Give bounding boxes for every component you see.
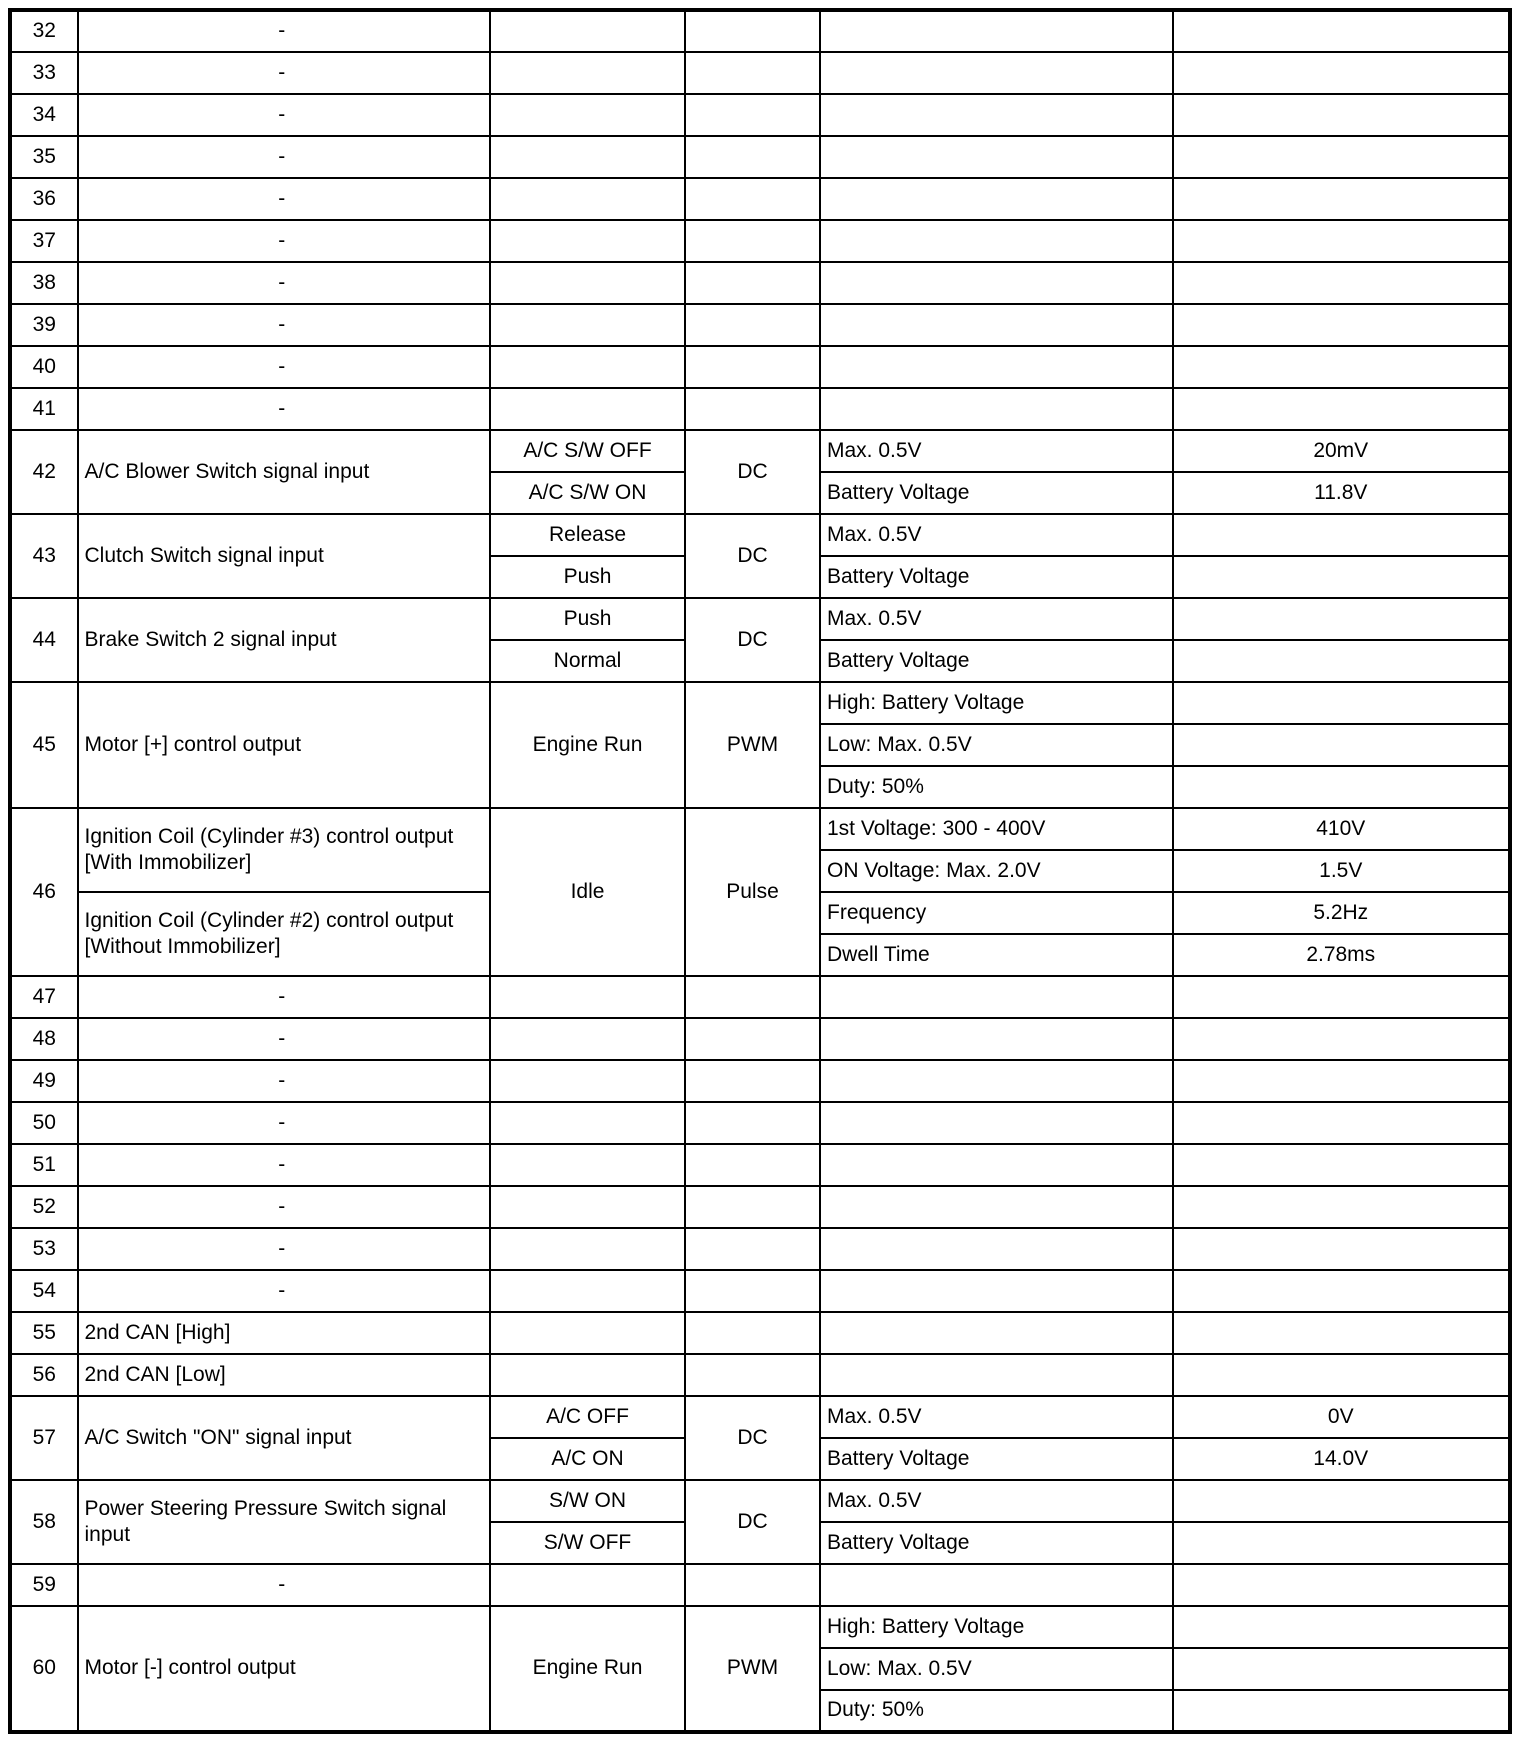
description-cell: - bbox=[78, 388, 491, 430]
description-cell: - bbox=[78, 1144, 491, 1186]
signal-type-cell: DC bbox=[685, 430, 820, 514]
table-row bbox=[10, 430, 1510, 472]
table-row bbox=[10, 220, 1510, 262]
signal-type-cell bbox=[685, 1564, 820, 1606]
specification-cell: Duty: 50% bbox=[820, 766, 1173, 808]
table-row bbox=[10, 1564, 1510, 1606]
signal-type-cell bbox=[685, 178, 820, 220]
condition-cell bbox=[490, 1186, 685, 1228]
pin-number-cell: 35 bbox=[10, 136, 78, 178]
description-cell: Motor [+] control output bbox=[78, 682, 491, 808]
description-cell: Power Steering Pressure Switch signal input bbox=[78, 1480, 491, 1564]
pin-number-cell: 33 bbox=[10, 52, 78, 94]
signal-type-cell: Pulse bbox=[685, 808, 820, 976]
pin-number-cell: 41 bbox=[10, 388, 78, 430]
pin-number-cell: 34 bbox=[10, 94, 78, 136]
specification-cell bbox=[820, 1144, 1173, 1186]
pin-table-body bbox=[10, 10, 1510, 1732]
condition-cell: Push bbox=[490, 556, 685, 598]
pin-number-cell: 50 bbox=[10, 1102, 78, 1144]
condition-cell bbox=[490, 1144, 685, 1186]
condition-cell: A/C S/W ON bbox=[490, 472, 685, 514]
specification-cell bbox=[820, 1228, 1173, 1270]
description-cell: Ignition Coil (Cylinder #2) control output [Without Immobilizer] bbox=[78, 892, 491, 976]
description-cell: 2nd CAN [High] bbox=[78, 1312, 491, 1354]
signal-type-cell bbox=[685, 1312, 820, 1354]
measured-value-cell bbox=[1173, 1606, 1511, 1648]
pin-number-cell: 39 bbox=[10, 304, 78, 346]
measured-value-cell: 2.78ms bbox=[1173, 934, 1511, 976]
table-row bbox=[10, 976, 1510, 1018]
condition-cell bbox=[490, 1354, 685, 1396]
pin-number-cell: 47 bbox=[10, 976, 78, 1018]
measured-value-cell bbox=[1173, 1144, 1511, 1186]
pin-number-cell: 46 bbox=[10, 808, 78, 976]
table-row bbox=[10, 682, 1510, 724]
pin-number-cell: 49 bbox=[10, 1060, 78, 1102]
condition-cell bbox=[490, 1312, 685, 1354]
specification-cell: Battery Voltage bbox=[820, 640, 1173, 682]
measured-value-cell bbox=[1173, 976, 1511, 1018]
measured-value-cell bbox=[1173, 94, 1511, 136]
pin-number-cell: 37 bbox=[10, 220, 78, 262]
condition-cell bbox=[490, 976, 685, 1018]
condition-cell bbox=[490, 304, 685, 346]
measured-value-cell: 0V bbox=[1173, 1396, 1511, 1438]
specification-cell bbox=[820, 1270, 1173, 1312]
table-row bbox=[10, 1396, 1510, 1438]
table-row bbox=[10, 94, 1510, 136]
condition-cell bbox=[490, 1060, 685, 1102]
signal-type-cell bbox=[685, 1354, 820, 1396]
pin-number-cell: 32 bbox=[10, 10, 78, 52]
measured-value-cell bbox=[1173, 52, 1511, 94]
specification-cell bbox=[820, 388, 1173, 430]
specification-cell bbox=[820, 10, 1173, 52]
measured-value-cell bbox=[1173, 682, 1511, 724]
pin-number-cell: 58 bbox=[10, 1480, 78, 1564]
pin-number-cell: 59 bbox=[10, 1564, 78, 1606]
condition-cell: A/C S/W OFF bbox=[490, 430, 685, 472]
table-row bbox=[10, 514, 1510, 556]
description-cell: - bbox=[78, 220, 491, 262]
table-row bbox=[10, 1606, 1510, 1648]
specification-cell: Battery Voltage bbox=[820, 1438, 1173, 1480]
description-cell: - bbox=[78, 52, 491, 94]
measured-value-cell bbox=[1173, 304, 1511, 346]
measured-value-cell bbox=[1173, 262, 1511, 304]
measured-value-cell bbox=[1173, 1018, 1511, 1060]
condition-cell bbox=[490, 136, 685, 178]
measured-value-cell bbox=[1173, 178, 1511, 220]
condition-cell bbox=[490, 1102, 685, 1144]
table-row bbox=[10, 1354, 1510, 1396]
measured-value-cell bbox=[1173, 1522, 1511, 1564]
specification-cell bbox=[820, 262, 1173, 304]
signal-type-cell bbox=[685, 304, 820, 346]
description-cell: Brake Switch 2 signal input bbox=[78, 598, 491, 682]
specification-cell: Duty: 50% bbox=[820, 1690, 1173, 1732]
signal-type-cell bbox=[685, 262, 820, 304]
specification-cell: Battery Voltage bbox=[820, 472, 1173, 514]
measured-value-cell bbox=[1173, 388, 1511, 430]
condition-cell bbox=[490, 220, 685, 262]
condition-cell bbox=[490, 346, 685, 388]
signal-type-cell bbox=[685, 1228, 820, 1270]
specification-cell: Max. 0.5V bbox=[820, 1480, 1173, 1522]
table-row bbox=[10, 1186, 1510, 1228]
description-cell: - bbox=[78, 1564, 491, 1606]
specification-cell bbox=[820, 136, 1173, 178]
measured-value-cell bbox=[1173, 556, 1511, 598]
signal-type-cell bbox=[685, 1186, 820, 1228]
condition-cell bbox=[490, 388, 685, 430]
specification-cell: High: Battery Voltage bbox=[820, 682, 1173, 724]
condition-cell: Idle bbox=[490, 808, 685, 976]
description-cell: - bbox=[78, 178, 491, 220]
measured-value-cell bbox=[1173, 1480, 1511, 1522]
specification-cell bbox=[820, 178, 1173, 220]
signal-type-cell: DC bbox=[685, 514, 820, 598]
measured-value-cell: 5.2Hz bbox=[1173, 892, 1511, 934]
pin-number-cell: 60 bbox=[10, 1606, 78, 1732]
measured-value-cell: 20mV bbox=[1173, 430, 1511, 472]
specification-cell bbox=[820, 1102, 1173, 1144]
specification-cell bbox=[820, 304, 1173, 346]
measured-value-cell bbox=[1173, 346, 1511, 388]
pin-number-cell: 51 bbox=[10, 1144, 78, 1186]
signal-type-cell: DC bbox=[685, 1396, 820, 1480]
description-cell: - bbox=[78, 1060, 491, 1102]
measured-value-cell bbox=[1173, 514, 1511, 556]
pin-number-cell: 52 bbox=[10, 1186, 78, 1228]
measured-value-cell bbox=[1173, 1564, 1511, 1606]
condition-cell: Normal bbox=[490, 640, 685, 682]
table-row bbox=[10, 346, 1510, 388]
specification-cell: Frequency bbox=[820, 892, 1173, 934]
table-row bbox=[10, 52, 1510, 94]
signal-type-cell bbox=[685, 388, 820, 430]
signal-type-cell bbox=[685, 1270, 820, 1312]
signal-type-cell bbox=[685, 976, 820, 1018]
description-cell: - bbox=[78, 1228, 491, 1270]
signal-type-cell bbox=[685, 94, 820, 136]
specification-cell bbox=[820, 52, 1173, 94]
description-cell: Clutch Switch signal input bbox=[78, 514, 491, 598]
condition-cell: Engine Run bbox=[490, 1606, 685, 1732]
pin-number-cell: 42 bbox=[10, 430, 78, 514]
description-cell: - bbox=[78, 1018, 491, 1060]
measured-value-cell: 11.8V bbox=[1173, 472, 1511, 514]
specification-cell bbox=[820, 1312, 1173, 1354]
measured-value-cell bbox=[1173, 598, 1511, 640]
measured-value-cell bbox=[1173, 1228, 1511, 1270]
signal-type-cell bbox=[685, 346, 820, 388]
pin-number-cell: 48 bbox=[10, 1018, 78, 1060]
condition-cell: Engine Run bbox=[490, 682, 685, 808]
description-cell: - bbox=[78, 346, 491, 388]
table-row bbox=[10, 1102, 1510, 1144]
pin-number-cell: 53 bbox=[10, 1228, 78, 1270]
description-cell: - bbox=[78, 1270, 491, 1312]
description-cell: Motor [-] control output bbox=[78, 1606, 491, 1732]
table-row bbox=[10, 1060, 1510, 1102]
measured-value-cell bbox=[1173, 136, 1511, 178]
signal-type-cell: PWM bbox=[685, 682, 820, 808]
condition-cell bbox=[490, 1018, 685, 1060]
specification-cell: Low: Max. 0.5V bbox=[820, 1648, 1173, 1690]
table-row bbox=[10, 1018, 1510, 1060]
table-row bbox=[10, 178, 1510, 220]
measured-value-cell bbox=[1173, 1312, 1511, 1354]
table-row bbox=[10, 304, 1510, 346]
signal-type-cell bbox=[685, 1144, 820, 1186]
pin-number-cell: 45 bbox=[10, 682, 78, 808]
condition-cell bbox=[490, 52, 685, 94]
ecu-pin-table bbox=[8, 8, 1512, 1734]
table-row bbox=[10, 1312, 1510, 1354]
signal-type-cell: PWM bbox=[685, 1606, 820, 1732]
measured-value-cell bbox=[1173, 1690, 1511, 1732]
measured-value-cell bbox=[1173, 1354, 1511, 1396]
specification-cell bbox=[820, 94, 1173, 136]
measured-value-cell bbox=[1173, 220, 1511, 262]
table-row bbox=[10, 10, 1510, 52]
pin-number-cell: 36 bbox=[10, 178, 78, 220]
signal-type-cell bbox=[685, 10, 820, 52]
specification-cell: Max. 0.5V bbox=[820, 1396, 1173, 1438]
signal-type-cell: DC bbox=[685, 598, 820, 682]
table-row bbox=[10, 1144, 1510, 1186]
description-cell: - bbox=[78, 10, 491, 52]
condition-cell bbox=[490, 262, 685, 304]
specification-cell: Max. 0.5V bbox=[820, 430, 1173, 472]
signal-type-cell: DC bbox=[685, 1480, 820, 1564]
description-cell: A/C Switch "ON" signal input bbox=[78, 1396, 491, 1480]
description-cell: - bbox=[78, 1102, 491, 1144]
pin-number-cell: 55 bbox=[10, 1312, 78, 1354]
condition-cell: S/W ON bbox=[490, 1480, 685, 1522]
specification-cell: Battery Voltage bbox=[820, 1522, 1173, 1564]
measured-value-cell bbox=[1173, 1060, 1511, 1102]
signal-type-cell bbox=[685, 220, 820, 262]
table-row bbox=[10, 1228, 1510, 1270]
measured-value-cell bbox=[1173, 1270, 1511, 1312]
specification-cell: Low: Max. 0.5V bbox=[820, 724, 1173, 766]
signal-type-cell bbox=[685, 1060, 820, 1102]
measured-value-cell bbox=[1173, 640, 1511, 682]
measured-value-cell: 410V bbox=[1173, 808, 1511, 850]
table-row bbox=[10, 1480, 1510, 1522]
condition-cell: Push bbox=[490, 598, 685, 640]
condition-cell: Release bbox=[490, 514, 685, 556]
specification-cell bbox=[820, 1354, 1173, 1396]
specification-cell bbox=[820, 1018, 1173, 1060]
specification-cell bbox=[820, 220, 1173, 262]
table-row bbox=[10, 598, 1510, 640]
specification-cell bbox=[820, 346, 1173, 388]
description-cell: - bbox=[78, 94, 491, 136]
pin-number-cell: 54 bbox=[10, 1270, 78, 1312]
measured-value-cell: 1.5V bbox=[1173, 850, 1511, 892]
condition-cell: A/C OFF bbox=[490, 1396, 685, 1438]
pin-number-cell: 57 bbox=[10, 1396, 78, 1480]
specification-cell: Battery Voltage bbox=[820, 556, 1173, 598]
description-cell: A/C Blower Switch signal input bbox=[78, 430, 491, 514]
measured-value-cell bbox=[1173, 1102, 1511, 1144]
condition-cell bbox=[490, 1564, 685, 1606]
condition-cell bbox=[490, 10, 685, 52]
specification-cell: Dwell Time bbox=[820, 934, 1173, 976]
specification-cell bbox=[820, 1564, 1173, 1606]
pin-number-cell: 44 bbox=[10, 598, 78, 682]
specification-cell: High: Battery Voltage bbox=[820, 1606, 1173, 1648]
specification-cell: Max. 0.5V bbox=[820, 598, 1173, 640]
measured-value-cell: 14.0V bbox=[1173, 1438, 1511, 1480]
description-cell: 2nd CAN [Low] bbox=[78, 1354, 491, 1396]
specification-cell: ON Voltage: Max. 2.0V bbox=[820, 850, 1173, 892]
specification-cell bbox=[820, 1186, 1173, 1228]
condition-cell: A/C ON bbox=[490, 1438, 685, 1480]
measured-value-cell bbox=[1173, 1648, 1511, 1690]
table-row bbox=[10, 136, 1510, 178]
specification-cell bbox=[820, 976, 1173, 1018]
specification-cell bbox=[820, 1060, 1173, 1102]
condition-cell bbox=[490, 94, 685, 136]
condition-cell bbox=[490, 1270, 685, 1312]
signal-type-cell bbox=[685, 1102, 820, 1144]
condition-cell: S/W OFF bbox=[490, 1522, 685, 1564]
description-cell: - bbox=[78, 1186, 491, 1228]
pin-number-cell: 38 bbox=[10, 262, 78, 304]
signal-type-cell bbox=[685, 1018, 820, 1060]
pin-number-cell: 40 bbox=[10, 346, 78, 388]
signal-type-cell bbox=[685, 52, 820, 94]
table-row bbox=[10, 262, 1510, 304]
description-cell: - bbox=[78, 136, 491, 178]
table-row bbox=[10, 1270, 1510, 1312]
measured-value-cell bbox=[1173, 724, 1511, 766]
specification-cell: 1st Voltage: 300 - 400V bbox=[820, 808, 1173, 850]
measured-value-cell bbox=[1173, 1186, 1511, 1228]
description-cell: - bbox=[78, 262, 491, 304]
description-cell: Ignition Coil (Cylinder #3) control output [With Immobilizer] bbox=[78, 808, 491, 892]
signal-type-cell bbox=[685, 136, 820, 178]
table-row bbox=[10, 388, 1510, 430]
description-cell: - bbox=[78, 304, 491, 346]
measured-value-cell bbox=[1173, 766, 1511, 808]
table-row bbox=[10, 808, 1510, 850]
description-cell: - bbox=[78, 976, 491, 1018]
specification-cell: Max. 0.5V bbox=[820, 514, 1173, 556]
pin-number-cell: 43 bbox=[10, 514, 78, 598]
pin-number-cell: 56 bbox=[10, 1354, 78, 1396]
condition-cell bbox=[490, 178, 685, 220]
measured-value-cell bbox=[1173, 10, 1511, 52]
condition-cell bbox=[490, 1228, 685, 1270]
